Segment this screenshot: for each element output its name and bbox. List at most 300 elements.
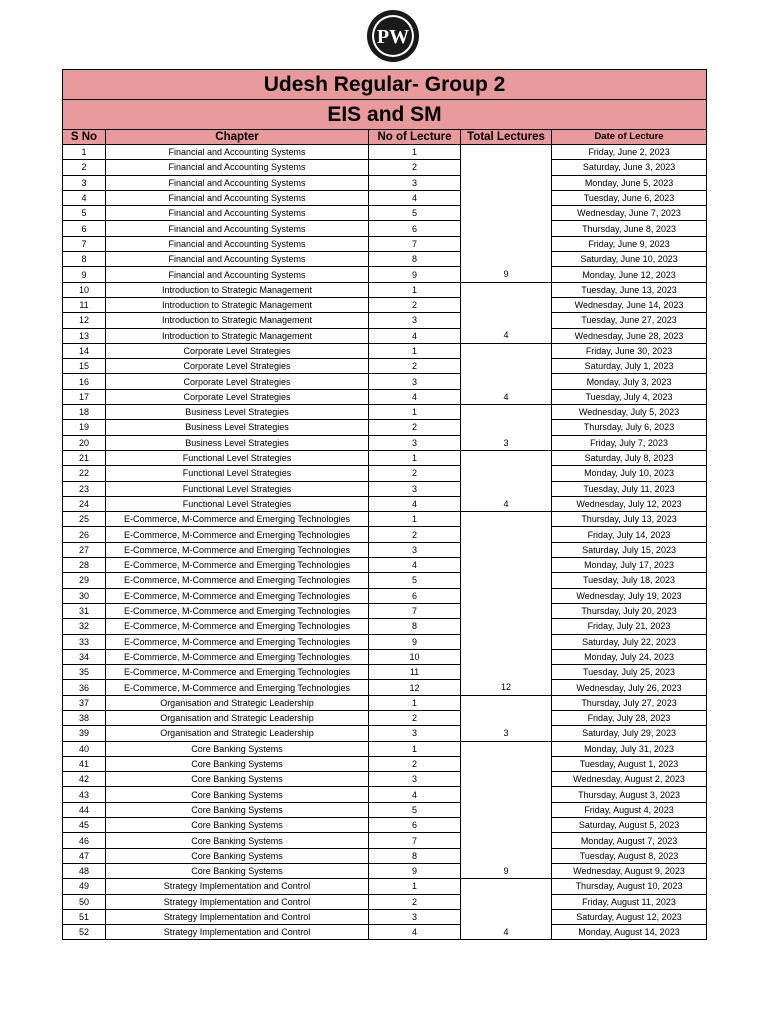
cell-total: 4 xyxy=(461,496,552,511)
cell-date: Thursday, August 10, 2023 xyxy=(552,879,707,894)
table-row xyxy=(63,221,707,236)
cell-lecture: 4 xyxy=(369,496,461,511)
cell-lecture: 3 xyxy=(369,726,461,741)
cell-date: Tuesday, June 6, 2023 xyxy=(552,190,707,205)
cell-lecture: 5 xyxy=(369,802,461,817)
table-row xyxy=(63,450,707,465)
cell-lecture: 3 xyxy=(369,542,461,557)
cell-date: Friday, June 2, 2023 xyxy=(552,145,707,160)
cell-sno: 23 xyxy=(63,481,106,496)
table-row xyxy=(63,603,707,618)
cell-chapter: E-Commerce, M-Commerce and Emerging Technologies xyxy=(106,619,369,634)
cell-total xyxy=(461,450,552,465)
table-row xyxy=(63,160,707,175)
cell-date: Saturday, June 3, 2023 xyxy=(552,160,707,175)
cell-lecture: 9 xyxy=(369,863,461,878)
table-row xyxy=(63,573,707,588)
lecture-schedule-sheet xyxy=(62,69,706,940)
cell-date: Monday, July 10, 2023 xyxy=(552,466,707,481)
cell-chapter: E-Commerce, M-Commerce and Emerging Technologies xyxy=(106,649,369,664)
cell-lecture: 6 xyxy=(369,221,461,236)
cell-lecture: 2 xyxy=(369,297,461,312)
cell-sno: 3 xyxy=(63,175,106,190)
cell-total xyxy=(461,206,552,221)
table-row xyxy=(63,328,707,343)
cell-sno: 12 xyxy=(63,313,106,328)
table-body xyxy=(63,145,707,940)
cell-sno: 5 xyxy=(63,206,106,221)
cell-lecture: 3 xyxy=(369,313,461,328)
table-row xyxy=(63,206,707,221)
page-title: Udesh Regular- Group 2 xyxy=(63,70,707,100)
cell-lecture: 4 xyxy=(369,787,461,802)
cell-date: Thursday, June 8, 2023 xyxy=(552,221,707,236)
cell-lecture: 7 xyxy=(369,603,461,618)
cell-lecture: 2 xyxy=(369,527,461,542)
cell-total xyxy=(461,833,552,848)
cell-total xyxy=(461,588,552,603)
cell-chapter: Strategy Implementation and Control xyxy=(106,894,369,909)
cell-lecture: 3 xyxy=(369,175,461,190)
cell-sno: 50 xyxy=(63,894,106,909)
cell-total xyxy=(461,710,552,725)
table-row xyxy=(63,389,707,404)
cell-chapter: Business Level Strategies xyxy=(106,420,369,435)
cell-chapter: Introduction to Strategic Management xyxy=(106,313,369,328)
table-row xyxy=(63,863,707,878)
cell-total xyxy=(461,190,552,205)
cell-lecture: 1 xyxy=(369,512,461,527)
cell-total xyxy=(461,649,552,664)
cell-chapter: E-Commerce, M-Commerce and Emerging Technologies xyxy=(106,573,369,588)
cell-lecture: 6 xyxy=(369,588,461,603)
cell-chapter: E-Commerce, M-Commerce and Emerging Technologies xyxy=(106,634,369,649)
cell-chapter: Core Banking Systems xyxy=(106,772,369,787)
cell-total xyxy=(461,558,552,573)
column-header-sno: S No xyxy=(63,130,106,145)
cell-lecture: 8 xyxy=(369,619,461,634)
cell-total xyxy=(461,879,552,894)
cell-date: Saturday, July 1, 2023 xyxy=(552,359,707,374)
cell-total xyxy=(461,634,552,649)
table-row xyxy=(63,909,707,924)
cell-chapter: Introduction to Strategic Management xyxy=(106,282,369,297)
table-row xyxy=(63,619,707,634)
cell-chapter: Corporate Level Strategies xyxy=(106,389,369,404)
cell-lecture: 4 xyxy=(369,389,461,404)
table-row xyxy=(63,665,707,680)
cell-total xyxy=(461,466,552,481)
cell-chapter: Organisation and Strategic Leadership xyxy=(106,726,369,741)
cell-date: Saturday, August 12, 2023 xyxy=(552,909,707,924)
cell-lecture: 4 xyxy=(369,190,461,205)
cell-date: Friday, July 21, 2023 xyxy=(552,619,707,634)
cell-lecture: 3 xyxy=(369,772,461,787)
cell-chapter: E-Commerce, M-Commerce and Emerging Technologies xyxy=(106,680,369,695)
table-row xyxy=(63,818,707,833)
cell-date: Monday, July 17, 2023 xyxy=(552,558,707,573)
cell-date: Thursday, July 13, 2023 xyxy=(552,512,707,527)
cell-date: Monday, July 3, 2023 xyxy=(552,374,707,389)
cell-date: Saturday, June 10, 2023 xyxy=(552,252,707,267)
cell-total xyxy=(461,756,552,771)
table-row xyxy=(63,542,707,557)
column-header-total: Total Lectures xyxy=(461,130,552,145)
cell-total xyxy=(461,297,552,312)
cell-lecture: 3 xyxy=(369,909,461,924)
cell-chapter: Introduction to Strategic Management xyxy=(106,328,369,343)
cell-lecture: 1 xyxy=(369,405,461,420)
cell-total: 4 xyxy=(461,328,552,343)
table-row xyxy=(63,772,707,787)
cell-sno: 24 xyxy=(63,496,106,511)
cell-date: Monday, August 7, 2023 xyxy=(552,833,707,848)
cell-date: Thursday, July 27, 2023 xyxy=(552,695,707,710)
cell-sno: 8 xyxy=(63,252,106,267)
cell-sno: 15 xyxy=(63,359,106,374)
cell-date: Friday, August 4, 2023 xyxy=(552,802,707,817)
cell-lecture: 5 xyxy=(369,573,461,588)
cell-lecture: 1 xyxy=(369,695,461,710)
cell-total xyxy=(461,175,552,190)
cell-total xyxy=(461,343,552,358)
cell-sno: 35 xyxy=(63,665,106,680)
cell-chapter: Corporate Level Strategies xyxy=(106,343,369,358)
table-row xyxy=(63,756,707,771)
cell-total xyxy=(461,236,552,251)
cell-total xyxy=(461,802,552,817)
cell-date: Saturday, July 8, 2023 xyxy=(552,450,707,465)
cell-lecture: 1 xyxy=(369,741,461,756)
cell-sno: 1 xyxy=(63,145,106,160)
cell-chapter: E-Commerce, M-Commerce and Emerging Technologies xyxy=(106,603,369,618)
cell-date: Wednesday, July 5, 2023 xyxy=(552,405,707,420)
cell-date: Friday, July 7, 2023 xyxy=(552,435,707,450)
cell-sno: 28 xyxy=(63,558,106,573)
cell-chapter: E-Commerce, M-Commerce and Emerging Technologies xyxy=(106,512,369,527)
cell-total xyxy=(461,405,552,420)
cell-total xyxy=(461,282,552,297)
cell-lecture: 9 xyxy=(369,634,461,649)
cell-date: Wednesday, June 28, 2023 xyxy=(552,328,707,343)
table-row xyxy=(63,649,707,664)
cell-date: Saturday, July 22, 2023 xyxy=(552,634,707,649)
cell-total xyxy=(461,420,552,435)
table-row xyxy=(63,787,707,802)
cell-total xyxy=(461,772,552,787)
cell-date: Monday, July 24, 2023 xyxy=(552,649,707,664)
cell-sno: 22 xyxy=(63,466,106,481)
cell-total xyxy=(461,665,552,680)
table-row xyxy=(63,282,707,297)
cell-total xyxy=(461,481,552,496)
cell-lecture: 1 xyxy=(369,145,461,160)
table-row xyxy=(63,481,707,496)
cell-lecture: 3 xyxy=(369,481,461,496)
cell-sno: 14 xyxy=(63,343,106,358)
cell-sno: 44 xyxy=(63,802,106,817)
table-row xyxy=(63,297,707,312)
cell-sno: 19 xyxy=(63,420,106,435)
cell-date: Wednesday, July 12, 2023 xyxy=(552,496,707,511)
table-row xyxy=(63,435,707,450)
table-row xyxy=(63,313,707,328)
cell-sno: 17 xyxy=(63,389,106,404)
table-row xyxy=(63,359,707,374)
cell-total xyxy=(461,894,552,909)
table-row xyxy=(63,588,707,603)
cell-sno: 49 xyxy=(63,879,106,894)
cell-lecture: 7 xyxy=(369,833,461,848)
cell-date: Wednesday, August 2, 2023 xyxy=(552,772,707,787)
cell-sno: 13 xyxy=(63,328,106,343)
cell-total xyxy=(461,527,552,542)
table-row xyxy=(63,466,707,481)
table-row xyxy=(63,925,707,940)
cell-lecture: 2 xyxy=(369,420,461,435)
cell-total xyxy=(461,252,552,267)
column-header-lecture: No of Lecture xyxy=(369,130,461,145)
table-row xyxy=(63,726,707,741)
cell-sno: 33 xyxy=(63,634,106,649)
cell-chapter: E-Commerce, M-Commerce and Emerging Technologies xyxy=(106,527,369,542)
cell-sno: 34 xyxy=(63,649,106,664)
cell-sno: 36 xyxy=(63,680,106,695)
table-row xyxy=(63,833,707,848)
cell-total xyxy=(461,512,552,527)
cell-chapter: Financial and Accounting Systems xyxy=(106,221,369,236)
cell-lecture: 4 xyxy=(369,925,461,940)
cell-chapter: Financial and Accounting Systems xyxy=(106,252,369,267)
cell-date: Monday, June 5, 2023 xyxy=(552,175,707,190)
cell-sno: 11 xyxy=(63,297,106,312)
cell-lecture: 12 xyxy=(369,680,461,695)
cell-total: 9 xyxy=(461,267,552,282)
cell-chapter: Functional Level Strategies xyxy=(106,481,369,496)
cell-chapter: Core Banking Systems xyxy=(106,787,369,802)
svg-text:PW: PW xyxy=(376,26,410,48)
cell-sno: 21 xyxy=(63,450,106,465)
cell-chapter: Functional Level Strategies xyxy=(106,450,369,465)
table-row xyxy=(63,741,707,756)
cell-total xyxy=(461,787,552,802)
cell-date: Tuesday, June 13, 2023 xyxy=(552,282,707,297)
cell-total xyxy=(461,160,552,175)
cell-chapter: Business Level Strategies xyxy=(106,405,369,420)
cell-lecture: 1 xyxy=(369,343,461,358)
cell-lecture: 9 xyxy=(369,267,461,282)
cell-chapter: Financial and Accounting Systems xyxy=(106,190,369,205)
cell-sno: 25 xyxy=(63,512,106,527)
cell-chapter: Core Banking Systems xyxy=(106,741,369,756)
cell-lecture: 10 xyxy=(369,649,461,664)
cell-date: Monday, July 31, 2023 xyxy=(552,741,707,756)
table-row xyxy=(63,848,707,863)
cell-chapter: Financial and Accounting Systems xyxy=(106,160,369,175)
cell-lecture: 2 xyxy=(369,359,461,374)
cell-chapter: Core Banking Systems xyxy=(106,756,369,771)
cell-chapter: Business Level Strategies xyxy=(106,435,369,450)
cell-chapter: Strategy Implementation and Control xyxy=(106,925,369,940)
cell-date: Friday, June 9, 2023 xyxy=(552,236,707,251)
cell-chapter: Corporate Level Strategies xyxy=(106,359,369,374)
cell-lecture: 2 xyxy=(369,466,461,481)
cell-lecture: 3 xyxy=(369,374,461,389)
table-row xyxy=(63,634,707,649)
column-header-date: Date of Lecture xyxy=(552,130,707,145)
cell-total xyxy=(461,145,552,160)
cell-lecture: 6 xyxy=(369,818,461,833)
page-subtitle: EIS and SM xyxy=(63,100,707,130)
table-row xyxy=(63,267,707,282)
table-row xyxy=(63,252,707,267)
cell-chapter: Functional Level Strategies xyxy=(106,466,369,481)
cell-date: Tuesday, August 8, 2023 xyxy=(552,848,707,863)
cell-sno: 9 xyxy=(63,267,106,282)
cell-lecture: 3 xyxy=(369,435,461,450)
cell-date: Tuesday, August 1, 2023 xyxy=(552,756,707,771)
cell-lecture: 7 xyxy=(369,236,461,251)
cell-sno: 2 xyxy=(63,160,106,175)
cell-date: Friday, July 14, 2023 xyxy=(552,527,707,542)
cell-lecture: 4 xyxy=(369,328,461,343)
cell-total xyxy=(461,359,552,374)
cell-chapter: Organisation and Strategic Leadership xyxy=(106,710,369,725)
cell-total xyxy=(461,741,552,756)
table-row xyxy=(63,343,707,358)
cell-date: Friday, August 11, 2023 xyxy=(552,894,707,909)
cell-sno: 37 xyxy=(63,695,106,710)
cell-sno: 38 xyxy=(63,710,106,725)
cell-date: Wednesday, June 7, 2023 xyxy=(552,206,707,221)
cell-date: Saturday, August 5, 2023 xyxy=(552,818,707,833)
cell-date: Friday, July 28, 2023 xyxy=(552,710,707,725)
cell-lecture: 2 xyxy=(369,160,461,175)
cell-sno: 48 xyxy=(63,863,106,878)
cell-total xyxy=(461,313,552,328)
cell-sno: 40 xyxy=(63,741,106,756)
cell-total xyxy=(461,818,552,833)
cell-sno: 52 xyxy=(63,925,106,940)
cell-date: Tuesday, June 27, 2023 xyxy=(552,313,707,328)
cell-total xyxy=(461,848,552,863)
cell-lecture: 4 xyxy=(369,558,461,573)
table-row xyxy=(63,527,707,542)
table-row xyxy=(63,236,707,251)
cell-date: Saturday, July 29, 2023 xyxy=(552,726,707,741)
cell-lecture: 2 xyxy=(369,894,461,909)
table-row xyxy=(63,405,707,420)
cell-lecture: 5 xyxy=(369,206,461,221)
cell-chapter: Core Banking Systems xyxy=(106,848,369,863)
cell-sno: 45 xyxy=(63,818,106,833)
cell-total xyxy=(461,374,552,389)
cell-lecture: 1 xyxy=(369,879,461,894)
cell-chapter: Core Banking Systems xyxy=(106,818,369,833)
cell-date: Wednesday, July 19, 2023 xyxy=(552,588,707,603)
cell-sno: 32 xyxy=(63,619,106,634)
cell-total xyxy=(461,909,552,924)
cell-date: Wednesday, June 14, 2023 xyxy=(552,297,707,312)
cell-chapter: Introduction to Strategic Management xyxy=(106,297,369,312)
cell-chapter: Financial and Accounting Systems xyxy=(106,145,369,160)
cell-lecture: 11 xyxy=(369,665,461,680)
cell-total xyxy=(461,603,552,618)
table-row xyxy=(63,420,707,435)
cell-lecture: 8 xyxy=(369,848,461,863)
cell-chapter: E-Commerce, M-Commerce and Emerging Technologies xyxy=(106,542,369,557)
cell-sno: 10 xyxy=(63,282,106,297)
cell-chapter: Functional Level Strategies xyxy=(106,496,369,511)
cell-chapter: Core Banking Systems xyxy=(106,802,369,817)
cell-date: Wednesday, July 26, 2023 xyxy=(552,680,707,695)
table-row xyxy=(63,879,707,894)
cell-sno: 4 xyxy=(63,190,106,205)
cell-total xyxy=(461,573,552,588)
cell-chapter: Core Banking Systems xyxy=(106,833,369,848)
cell-chapter: Financial and Accounting Systems xyxy=(106,206,369,221)
cell-chapter: Strategy Implementation and Control xyxy=(106,879,369,894)
cell-date: Thursday, August 3, 2023 xyxy=(552,787,707,802)
table-row xyxy=(63,695,707,710)
table-row xyxy=(63,680,707,695)
cell-date: Wednesday, August 9, 2023 xyxy=(552,863,707,878)
cell-sno: 20 xyxy=(63,435,106,450)
table-row xyxy=(63,710,707,725)
cell-total: 4 xyxy=(461,925,552,940)
cell-lecture: 1 xyxy=(369,282,461,297)
cell-sno: 41 xyxy=(63,756,106,771)
cell-chapter: E-Commerce, M-Commerce and Emerging Technologies xyxy=(106,588,369,603)
cell-chapter: Organisation and Strategic Leadership xyxy=(106,695,369,710)
cell-sno: 46 xyxy=(63,833,106,848)
table-row xyxy=(63,496,707,511)
cell-lecture: 1 xyxy=(369,450,461,465)
cell-chapter: Corporate Level Strategies xyxy=(106,374,369,389)
table-row xyxy=(63,894,707,909)
cell-date: Tuesday, July 11, 2023 xyxy=(552,481,707,496)
cell-total: 12 xyxy=(461,680,552,695)
table-row xyxy=(63,374,707,389)
cell-total xyxy=(461,542,552,557)
cell-chapter: Financial and Accounting Systems xyxy=(106,175,369,190)
cell-total xyxy=(461,221,552,236)
cell-date: Tuesday, July 18, 2023 xyxy=(552,573,707,588)
cell-sno: 43 xyxy=(63,787,106,802)
cell-sno: 39 xyxy=(63,726,106,741)
cell-chapter: E-Commerce, M-Commerce and Emerging Technologies xyxy=(106,558,369,573)
table-row xyxy=(63,145,707,160)
cell-lecture: 8 xyxy=(369,252,461,267)
cell-sno: 27 xyxy=(63,542,106,557)
cell-date: Friday, June 30, 2023 xyxy=(552,343,707,358)
cell-lecture: 2 xyxy=(369,756,461,771)
cell-chapter: Financial and Accounting Systems xyxy=(106,236,369,251)
table-row xyxy=(63,558,707,573)
cell-sno: 51 xyxy=(63,909,106,924)
cell-sno: 18 xyxy=(63,405,106,420)
cell-sno: 31 xyxy=(63,603,106,618)
cell-chapter: Core Banking Systems xyxy=(106,863,369,878)
cell-date: Monday, June 12, 2023 xyxy=(552,267,707,282)
cell-date: Thursday, July 20, 2023 xyxy=(552,603,707,618)
cell-chapter: Strategy Implementation and Control xyxy=(106,909,369,924)
cell-date: Monday, August 14, 2023 xyxy=(552,925,707,940)
cell-sno: 29 xyxy=(63,573,106,588)
table-row xyxy=(63,175,707,190)
cell-total: 9 xyxy=(461,863,552,878)
cell-sno: 7 xyxy=(63,236,106,251)
